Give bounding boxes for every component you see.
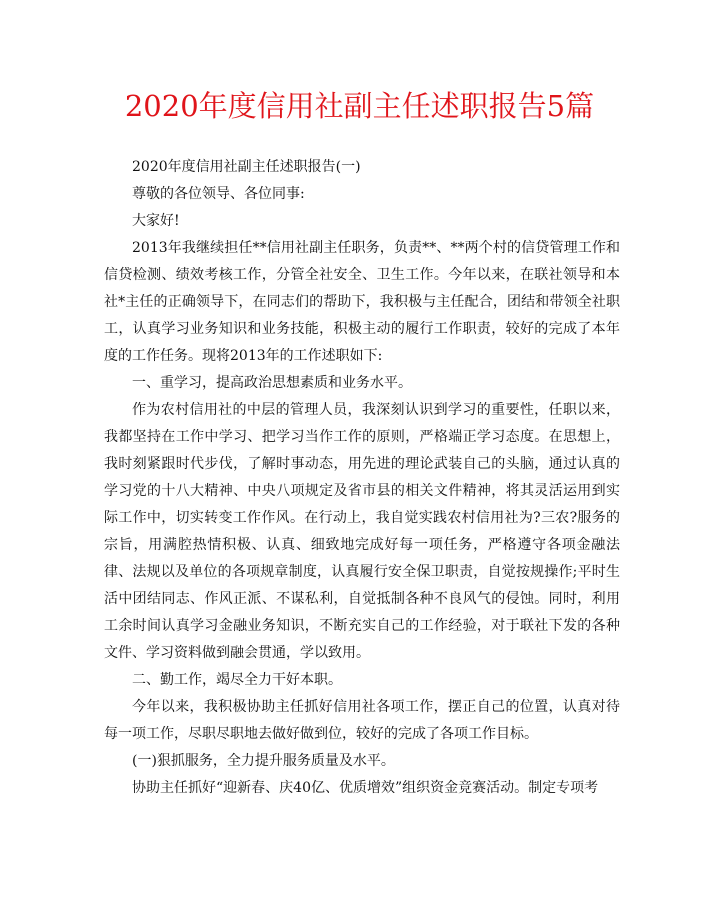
greeting: 大家好! — [132, 213, 180, 229]
section-1-paragraph: 作为农村信用社的中层的管理人员，我深刻认识到学习的重要性，任职以来，我都坚持在工作中学习、把学习当作工作的原则，严格端正学习态度。在思想上，我时刻紧跟时代步伐，了解时事动态，用先进的理论武装自己的头脑，通过认真的学习党的十八大精神、中央八项规定及省市县的相关文件精神，将其灵活运用到实际工作中，切实转变工作作风。在行动上，我自觉实践农村信用社为?三农?服务的宗旨，用满腔热情积极、认真、细致地完成好每一项任务，严格遵守各项金融法律、法规以及单位的各项规章制度，认真履行安全保卫职责，自觉按规操作;平时生活中团结同志、作风正派、不谋私利，自觉抵制各种不良风气的侵蚀。同时，利用工余时间认真学习金融业务知识，不断充实自己的工作经验，对于联社下发的各种文件、学习资料做到融会贯通，学以致用。 — [104, 402, 620, 661]
report-subtitle: 2020年度信用社副主任述职报告(一) — [132, 159, 361, 175]
section-heading-1: 一、重学习，提高政治思想素质和业务水平。 — [132, 375, 412, 391]
intro-paragraph: 2013年我继续担任**信用社副主任职务，负责**、**两个村的信贷管理工作和信贷检测、绩效考核工作，分管全社安全、卫生工作。今年以来，在联社领导和本社*主任的正确领导下，在同志们的帮助下，我积极与主任配合，团结和带领全社职工，认真学习业务知识和业务技能，积极主动的履行工作职责，较好的完成了本年度的工作任务。现将2013年的工作述职如下: — [104, 240, 620, 364]
salutation: 尊敬的各位领导、各位同事: — [132, 186, 305, 202]
document-title: 2020年度信用社副主任述职报告5篇 — [124, 89, 595, 123]
document-body — [104, 154, 620, 802]
subsection-heading-1: (一)狠抓服务，全力提升服务质量及水平。 — [132, 753, 395, 769]
subsection-1-paragraph: 协助主任抓好“迎新春、庆40亿、优质增效”组织资金竞赛活动。制定专项考 — [132, 780, 599, 796]
section-2-paragraph: 今年以来，我积极协助主任抓好信用社各项工作，摆正自己的位置，认真对待每一项工作，尽职尽职地去做好做到位，较好的完成了各项工作目标。 — [104, 699, 620, 742]
section-heading-2: 二、勤工作，竭尽全力干好本职。 — [132, 672, 342, 688]
